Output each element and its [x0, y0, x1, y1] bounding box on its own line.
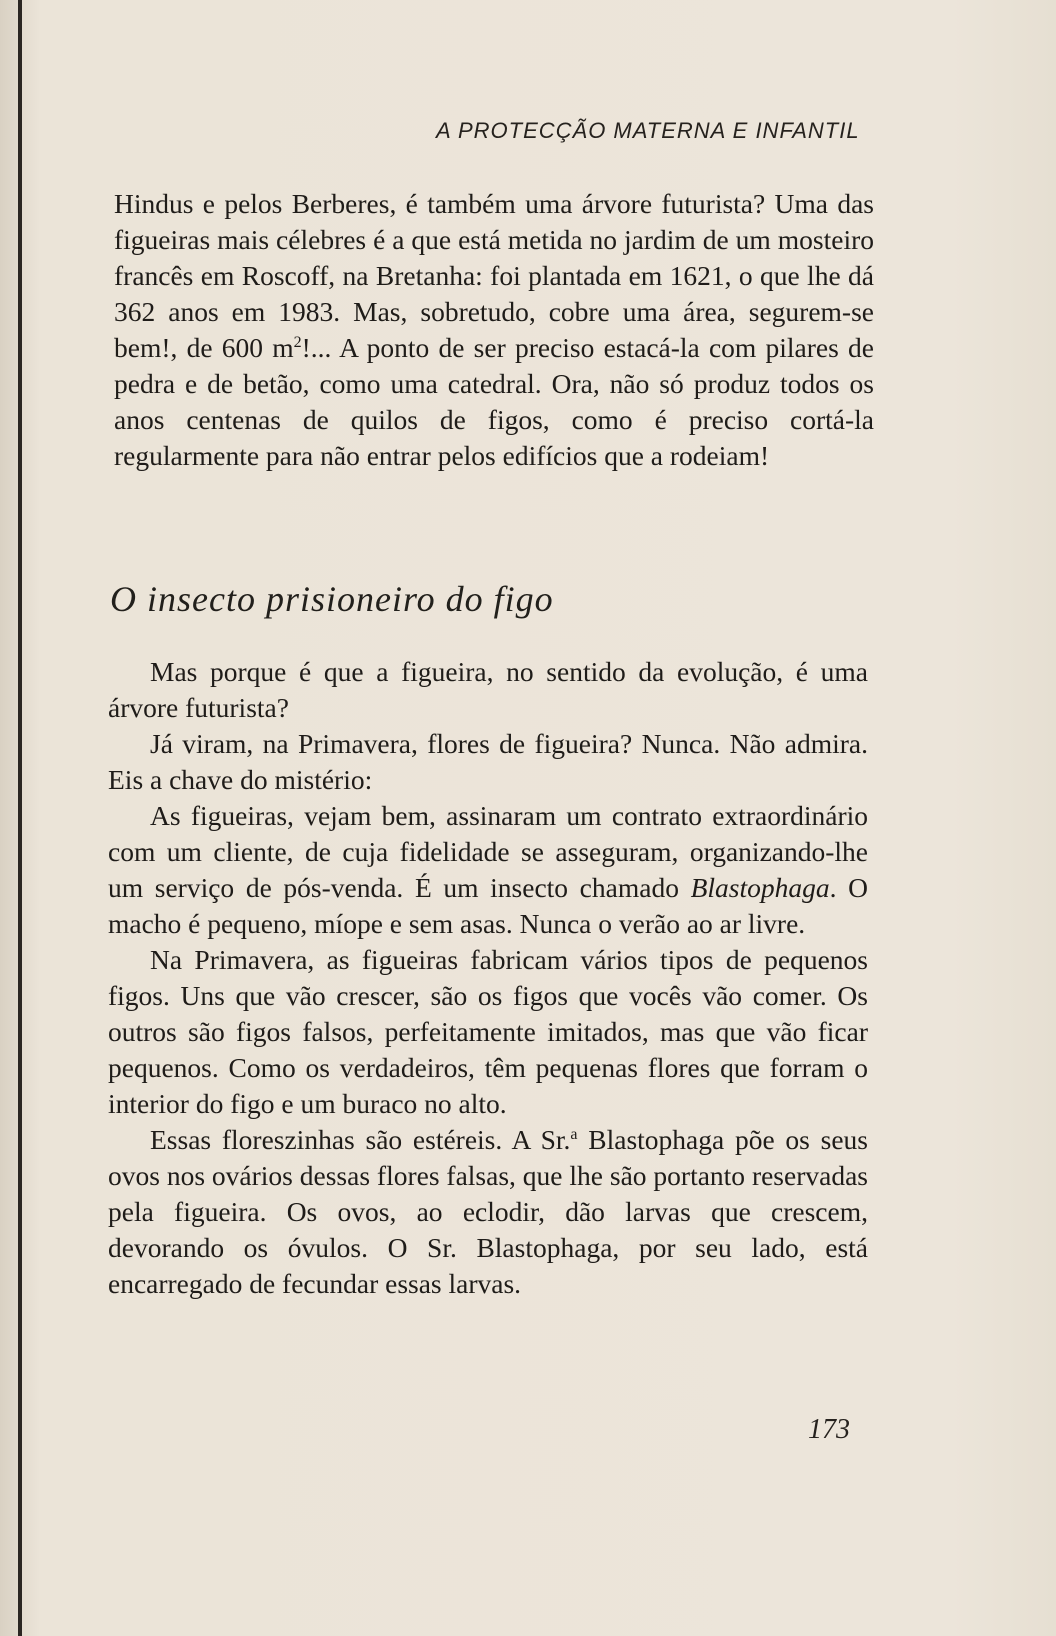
- intro-text-after: !... A ponto de ser preciso estacá-la com pilares de pedra e de betão, como uma catedral. Ora, não só produz todos os anos centenas de quilos de figos, como é preciso cortá-la regularmente para não entrar pelos edifícios que a rodeiam!: [114, 332, 874, 471]
- intro-text-before: Hindus e pelos Berberes, é também uma árvore futurista? Uma das figueiras mais célebres é a que está metida no jardim de um mosteiro francês em Roscoff, na Bretanha: foi plantada em 1621, o que lhe dá 362 anos em 1983. Mas, sobretudo, cobre uma área, segurem-se bem!, de 600 m: [114, 188, 874, 363]
- book-gutter-edge: [18, 0, 22, 1636]
- paragraph-4: Na Primavera, as figueiras fabricam vários tipos de pequenos figos. Uns que vão crescer, são os figos que vocês vão comer. Os outros são figos falsos, perfeitamente imitados, mas que vão ficar pequenos. Como os verdadeiros, têm pequenas flores que forram o interior do figo e um buraco no alto.: [108, 944, 868, 1119]
- section-body: [108, 654, 868, 1302]
- superscript-a: a: [570, 1125, 578, 1143]
- intro-paragraph: [114, 186, 874, 474]
- section-heading: O insecto prisioneiro do figo: [110, 579, 554, 619]
- intro-text: [114, 186, 874, 474]
- paragraph-3: [108, 798, 868, 942]
- paragraph-1: Mas porque é que a figueira, no sentido da evolução, é uma árvore futurista?: [108, 656, 868, 723]
- paragraph-5-before: Essas floreszinhas são estéreis. A Sr.: [150, 1124, 571, 1155]
- paragraph-2: Já viram, na Primavera, flores de figueira? Nunca. Não admira. Eis a chave do mistério:: [108, 728, 868, 795]
- running-head: A PROTECÇÃO MATERNA E INFANTIL: [436, 118, 860, 143]
- paragraph-3-after: . O macho é pequeno, míope e sem asas. Nunca o verão ao ar livre.: [108, 872, 868, 939]
- paragraph-5: [108, 1122, 868, 1302]
- paragraph-3-before: As figueiras, vejam bem, assinaram um contrato extraordinário com um cliente, de cuja fidelidade se asseguram, organizando-lhe um serviço de pós-venda. É um insecto chamado: [108, 800, 868, 903]
- superscript-two: 2: [293, 333, 302, 351]
- page-number: 173: [808, 1414, 850, 1445]
- paragraph-5-after: Blastophaga põe os seus ovos nos ovários dessas flores falsas, que lhe são portanto reservadas pela figueira. Os ovos, ao eclodir, dão larvas que crescem, devorando os óvulos. O Sr. Blastophaga, por seu lado, está encarregado de fecundar essas larvas.: [108, 1124, 868, 1299]
- species-name: Blastophaga: [690, 872, 830, 903]
